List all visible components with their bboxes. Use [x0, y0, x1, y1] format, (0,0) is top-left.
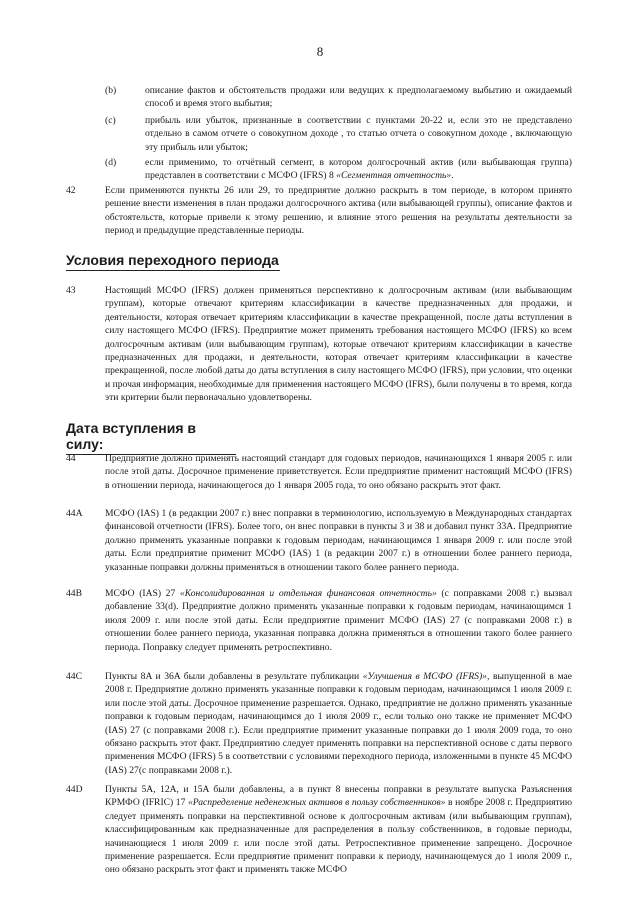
list-item-d-text: если применимо, то отчётный сегмент, в котором долгосрочный актив (или выбывающая группа) представлен в соответствии с МСФО (IFRS) 8 «Сегментная отчетность». — [145, 157, 572, 182]
list-item-c-text: прибыль или убыток, признанные в соответствии с пунктами 20-22 и, если это не представлено отдельно в самом отчете о совокупном доходе , то статью отчета о совокупном доходе , включающую эту прибыль или убыток; — [145, 115, 572, 153]
para-44-text: Предприятие должно применять настоящий стандарт для годовых периодов, начинающихся 1 января 2005 г. или после этой даты. Досрочное применение приветствуется. Если предприятие применит настоящий МСФО (IFRS) в отношении периода, начинающегося до 1 января 2005 года, то оно обязано раскрыть этот факт. — [105, 453, 572, 491]
list-item-b-text: описание фактов и обстоятельств продажи или ведущих к предполагаемому выбытию и ожидаемый способ и время этого выбытия; — [145, 85, 572, 110]
page-number: 8 — [316, 44, 324, 59]
para-42-text: Если применяются пункты 26 или 29, то предприятие должно раскрыть в том периоде, в котором принято решение внести изменения в план продажи долгосрочного актива (или выбывающей группы), описание фактов и обстоятельств, которые привели к этому решению, и влияние этого решения на результаты деятельности за период и предыдущие представленные периоды. — [105, 185, 572, 237]
para-44A-text: МСФО (IAS) 1 (в редакции 2007 г.) внес поправки в терминологию, используемую в Международных стандартах финансовой отчетности (IFRS). Более того, он внес поправки в пункты 3 и 38 и добавил пункт 33A. Предприятие должно применять указанные поправки к годовым периодам, начинающимся 1 января 2009 г. или после этой даты. Если предприятие применит МСФО (IAS) 1 (в редакции 2007 г.) в отношении более раннего периода, указанные поправки должны применяться в отношении такого более раннего периода. — [105, 508, 572, 573]
list-item-d-label: (d) — [105, 157, 117, 168]
para-44B-text: МСФО (IAS) 27 «Консолидированная и отдельная финансовая отчетность» (с поправками 2008 г.) вызвал добавление 33(d). Предприятие должно применять указанные поправки к годовым периодам, начинающимся 1 июля 2009 г. или после этой даты. Если предприятие применит МСФО (IAS) 27 (с поправками 2008 г.) в отношении более раннего периода, указанная поправка должна применяться в отношении такого более раннего периода. Поправку следует применять ретроспективно. — [105, 588, 572, 653]
heading-transition: Условия переходного периода — [66, 252, 280, 271]
list-item-b-label: (b) — [105, 85, 117, 96]
para-44-number: 44 — [66, 453, 76, 464]
para-44D-text: Пункты 5A, 12A, и 15A были добавлены, а в пункт 8 внесены поправки в результате выпуска Разъяснения КРМФО (IFRIC) 17 «Распределение неденежных активов в пользу собственников» в ноябре 2008 г. Предприятию следует применять поправки на перспективной основе к долгосрочным активам (или выбывающим группам), классифицированным как предназначенные для распределения в пользу собственников, в годовые периоды, начинающиеся 1 июля 2009 г. или после этой даты. Ретроспективное применение запрещено. Досрочное применение разрешается. Если предприятие применит поправки к периоду, начинающемуся до 1 июля 2009 г., оно обязано раскрыть этот факт и применять также МСФО — [105, 784, 572, 876]
para-44A-number: 44A — [66, 508, 83, 519]
heading-effective-date: Дата вступления в силу: — [66, 420, 236, 455]
para-44B-number: 44B — [66, 588, 82, 599]
para-43-text: Настоящий МСФО (IFRS) должен применяться перспективно к долгосрочным активам (или выбывающим группам), которые отвечают критериям классификации в качестве предназначенных для продажи, и деятельности, которая отвечает критериям классификации в качестве прекращенной, после даты вступления в силу настоящего МСФО (IFRS). Предприятие может применять требования настоящего МСФО (IFRS) ко всем долгосрочным активам (или выбывающим группам), которые отвечают критериям классификации в качестве предназначенных для продажи, и деятельности, которая отвечает критериям классификации в качестве прекращенной, после любой даты до даты вступления в силу настоящего МСФО (IFRS), при условии, что оценки и прочая информация, необходимые для применения настоящего МСФО (IFRS), были получены в то время, когда эти критерии были первоначально удовлетворены. — [105, 285, 572, 404]
para-44C-number: 44C — [66, 671, 82, 682]
list-item-c-label: (c) — [105, 115, 116, 126]
para-44D-number: 44D — [66, 784, 83, 795]
para-42-number: 42 — [66, 185, 76, 196]
para-44C-text: Пункты 8A и 36A были добавлены в результате публикации «Улучшения в МСФО (IFRS)», выпущенной в мае 2008 г. Предприятие должно применять указанные поправки к годовым периодам, начинающимся 1 июля 2009 г. или после этой даты. Досрочное применение разрешается. Однако, предприятие не должно применять указанные поправки к годовым периодам, начинающимся до 1 июля 2009 г., если только оно также не применяет МСФО (IAS) 27 (с поправками 2008 г.). Если предприятие применит указанные поправки до 1 июля 2009 года, то оно обязано раскрыть этот факт. Предприятию следует применять поправки на перспективной основе с даты первого применения МСФО (IFRS) 5 в соответствии с условиями переходного периода, изложенными в пункте 45 МСФО (IAS) 27(с поправками 2008 г.). — [105, 671, 573, 776]
para-43-number: 43 — [66, 285, 76, 296]
